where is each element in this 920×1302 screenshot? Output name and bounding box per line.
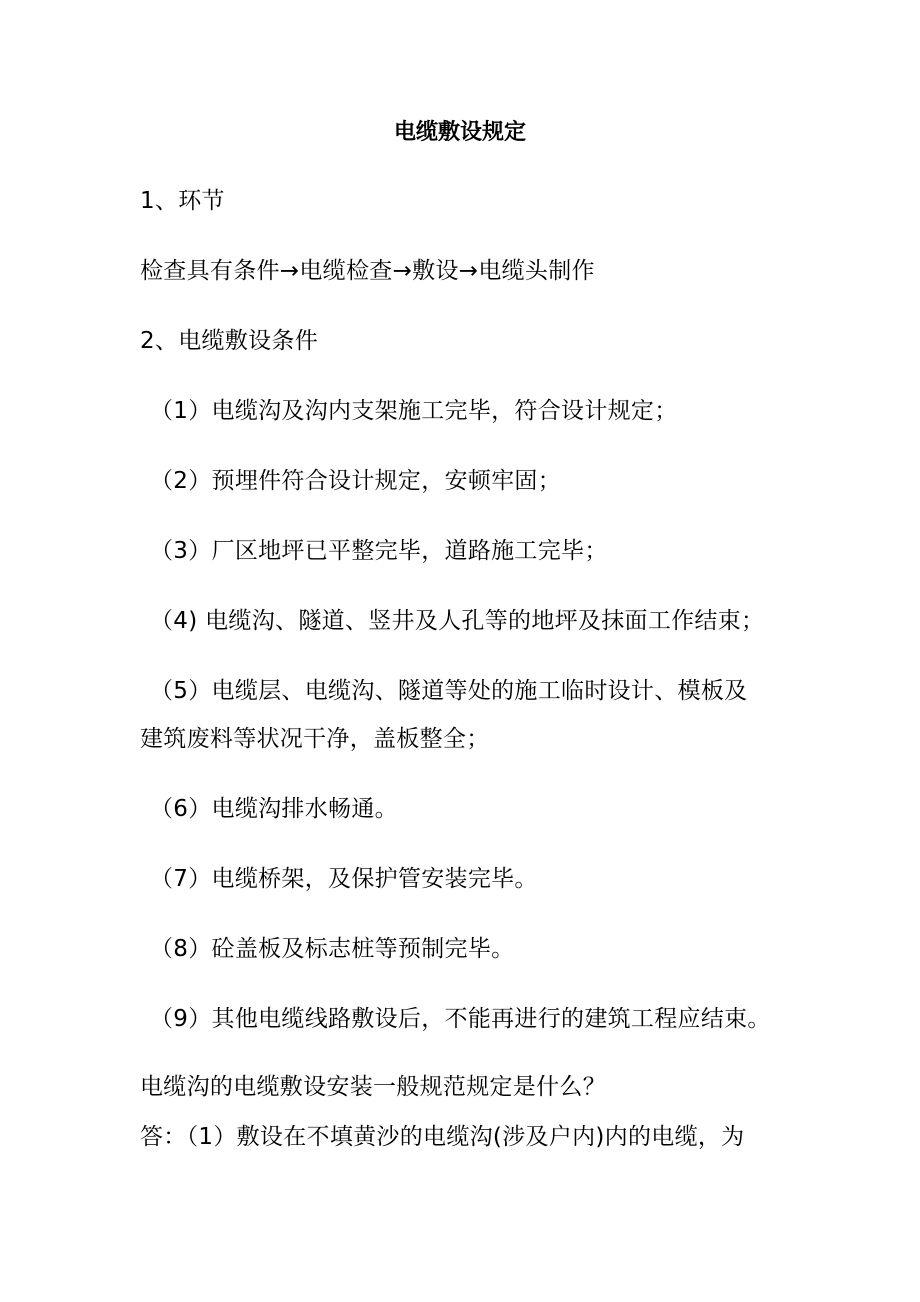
answer: 答：（1）敷设在不填黄沙的电缆沟(涉及户内)内的电缆，为 [140,1124,745,1150]
condition-2: （2）预埋件符合设计规定，安顿牢固； [150,468,562,494]
condition-6: （6）电缆沟排水畅通。 [150,796,398,822]
condition-5-line1: （5）电缆层、电缆沟、隧道等处的施工临时设计、模板及 [150,678,748,704]
section2-heading: 2、电缆敷设条件 [140,328,319,354]
condition-7: （7）电缆桥架，及保护管安装完毕。 [150,866,538,892]
section1-heading: 1、环节 [140,188,225,214]
condition-4: （4) 电缆沟、隧道、竖井及人孔等的地坪及抹面工作结束； [150,608,765,634]
condition-3: （3）厂区地坪已平整完毕，道路施工完毕； [150,538,608,564]
condition-9: （9）其他电缆线路敷设后，不能再进行的建筑工程应结束。 [150,1006,771,1032]
condition-8: （8）砼盖板及标志桩等预制完毕。 [150,936,515,962]
section1-flow: 检查具有条件→电缆检查→敷设→电缆头制作 [140,258,595,284]
document-title: 电缆敷设规定 [393,120,526,145]
condition-1: （1）电缆沟及沟内支架施工完毕，符合设计规定； [150,398,678,424]
question: 电缆沟的电缆敷设安装一般规范规定是什么？ [140,1074,606,1100]
condition-5-line2: 建筑废料等状况干净，盖板整全； [140,726,490,752]
